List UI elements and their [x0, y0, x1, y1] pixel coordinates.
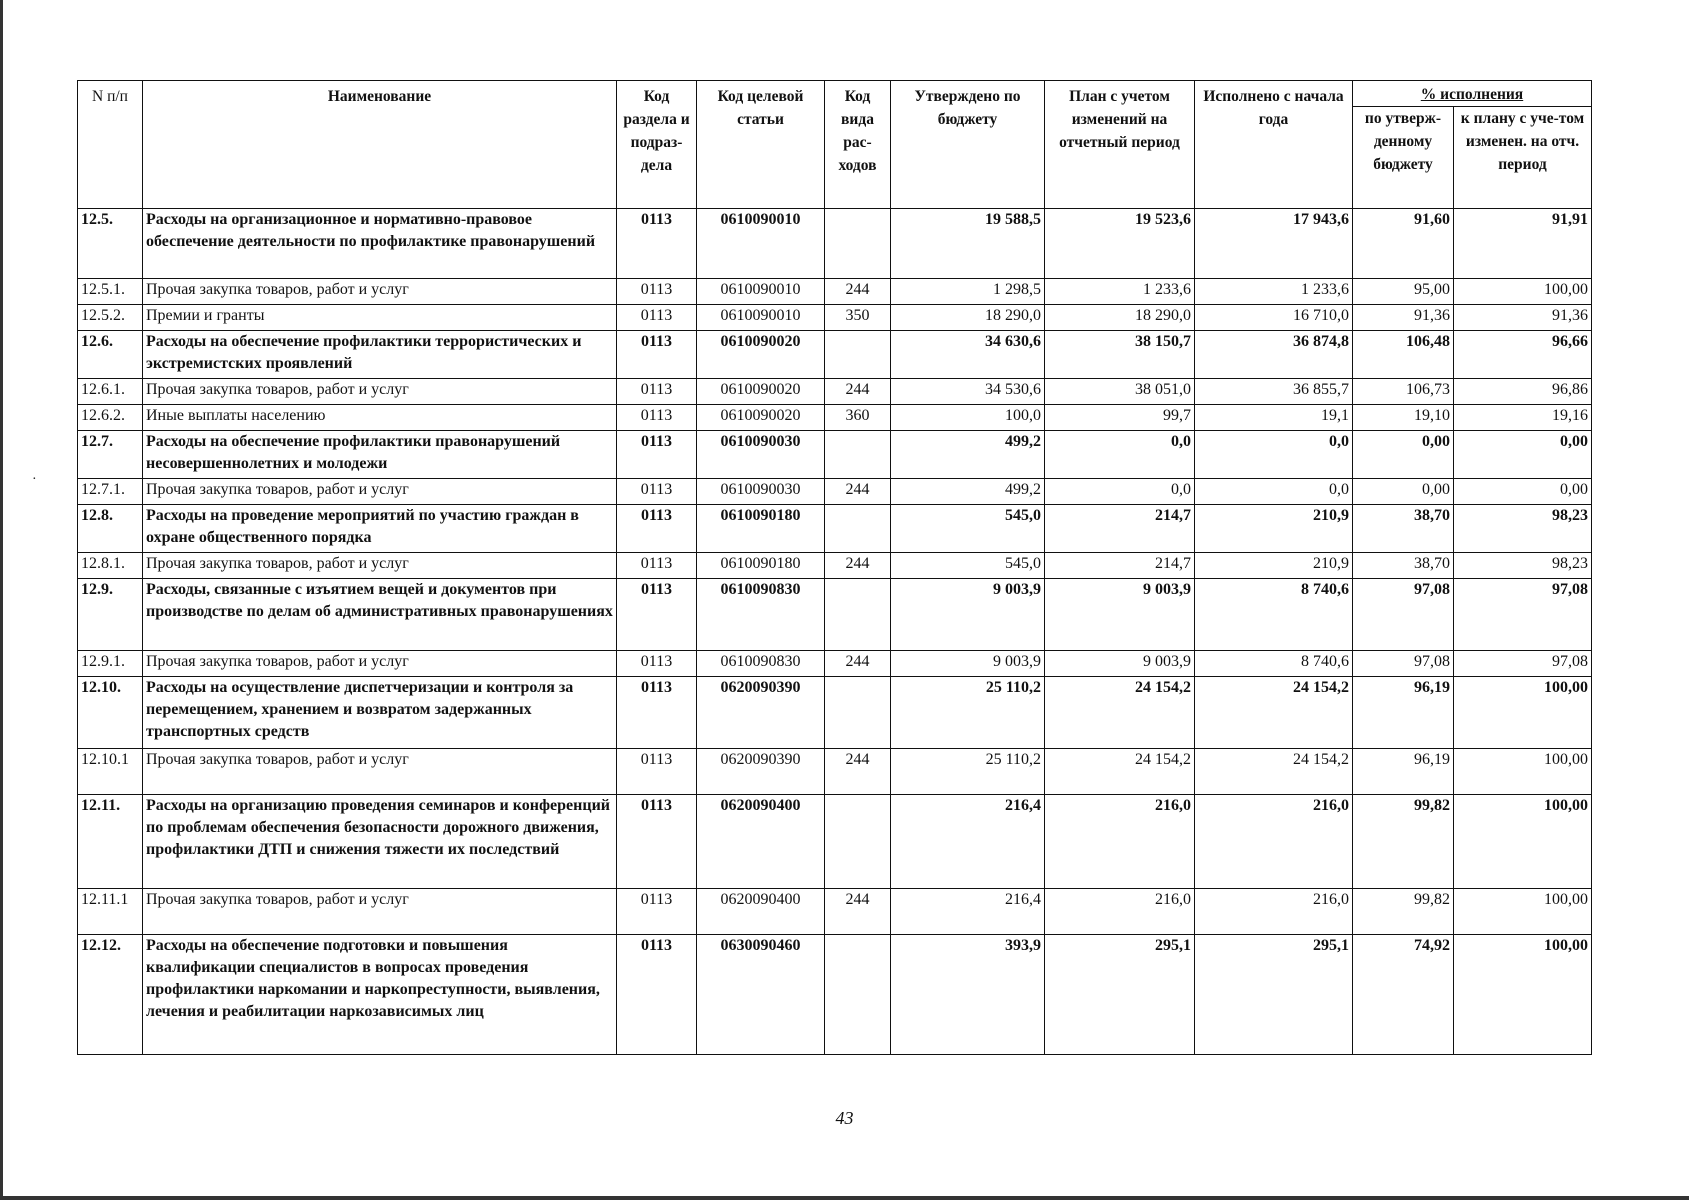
row-section-code: 0113: [617, 749, 697, 795]
row-section-code: 0113: [617, 405, 697, 431]
row-pct-plan: 0,00: [1454, 431, 1592, 479]
row-pct-plan: 100,00: [1454, 935, 1592, 1055]
row-pct-plan: 97,08: [1454, 651, 1592, 677]
row-section-code: 0113: [617, 579, 697, 651]
row-number: 12.9.1.: [78, 651, 143, 677]
row-executed: 0,0: [1195, 431, 1353, 479]
row-plan: 214,7: [1045, 553, 1195, 579]
row-number: 12.11.: [78, 795, 143, 889]
table-row: [78, 505, 1592, 553]
row-executed: 8 740,6: [1195, 651, 1353, 677]
row-pct-budget: 0,00: [1353, 479, 1454, 505]
row-target-code: 0610090010: [697, 279, 825, 305]
row-executed: 1 233,6: [1195, 279, 1353, 305]
row-number: 12.5.1.: [78, 279, 143, 305]
budget-execution-table: [77, 80, 1592, 1055]
row-pct-plan: 0,00: [1454, 479, 1592, 505]
table-body: [78, 209, 1592, 1055]
row-plan: 295,1: [1045, 935, 1195, 1055]
row-number: 12.9.: [78, 579, 143, 651]
row-name: Прочая закупка товаров, работ и услуг: [143, 889, 617, 935]
row-name: Расходы на организационное и нормативно-правовое обеспечение деятельности по профилактике правонарушений: [143, 209, 617, 279]
row-pct-budget: 91,60: [1353, 209, 1454, 279]
row-expense-type-code: 350: [825, 305, 891, 331]
row-executed: 36 855,7: [1195, 379, 1353, 405]
row-plan: 9 003,9: [1045, 651, 1195, 677]
row-plan: 0,0: [1045, 431, 1195, 479]
row-name: Расходы на обеспечение профилактики правонарушений несовершеннолетних и молодежи: [143, 431, 617, 479]
row-pct-budget: 38,70: [1353, 553, 1454, 579]
row-executed: 0,0: [1195, 479, 1353, 505]
row-plan: 38 051,0: [1045, 379, 1195, 405]
row-executed: 216,0: [1195, 795, 1353, 889]
row-executed: 24 154,2: [1195, 677, 1353, 749]
row-name: Расходы на обеспечение подготовки и повышения квалификации специалистов в вопросах проведения профилактики наркомании и наркопреступности, выявления, лечения и реабилитации наркозависимых лиц: [143, 935, 617, 1055]
row-pct-plan: 91,91: [1454, 209, 1592, 279]
row-number: 12.8.: [78, 505, 143, 553]
row-number: 12.6.: [78, 331, 143, 379]
row-executed: 8 740,6: [1195, 579, 1353, 651]
row-section-code: 0113: [617, 279, 697, 305]
row-number: 12.10.1: [78, 749, 143, 795]
row-target-code: 0610090020: [697, 331, 825, 379]
row-approved: 18 290,0: [891, 305, 1045, 331]
table-row: [78, 479, 1592, 505]
row-pct-plan: 96,66: [1454, 331, 1592, 379]
row-executed: 19,1: [1195, 405, 1353, 431]
row-section-code: 0113: [617, 431, 697, 479]
row-target-code: 0620090400: [697, 889, 825, 935]
table-row: [78, 331, 1592, 379]
row-pct-budget: 0,00: [1353, 431, 1454, 479]
row-plan: 24 154,2: [1045, 749, 1195, 795]
header-name: Наименование: [143, 81, 617, 209]
row-section-code: 0113: [617, 795, 697, 889]
row-name: Иные выплаты населению: [143, 405, 617, 431]
table-row: [78, 553, 1592, 579]
row-name: Прочая закупка товаров, работ и услуг: [143, 749, 617, 795]
row-plan: 19 523,6: [1045, 209, 1195, 279]
row-section-code: 0113: [617, 331, 697, 379]
scan-speck: ·: [32, 472, 37, 487]
row-plan: 99,7: [1045, 405, 1195, 431]
row-target-code: 0610090020: [697, 379, 825, 405]
row-expense-type-code: 244: [825, 279, 891, 305]
row-section-code: 0113: [617, 505, 697, 553]
row-pct-plan: 100,00: [1454, 677, 1592, 749]
row-name: Прочая закупка товаров, работ и услуг: [143, 651, 617, 677]
row-section-code: 0113: [617, 651, 697, 677]
scan-edge-bottom: [0, 1196, 1689, 1200]
row-approved: 499,2: [891, 479, 1045, 505]
row-name: Расходы, связанные с изъятием вещей и документов при производстве по делам об административных правонарушениях: [143, 579, 617, 651]
row-approved: 216,4: [891, 889, 1045, 935]
row-section-code: 0113: [617, 209, 697, 279]
row-executed: 295,1: [1195, 935, 1353, 1055]
row-pct-plan: 97,08: [1454, 579, 1592, 651]
table-row: [78, 795, 1592, 889]
row-approved: 34 630,6: [891, 331, 1045, 379]
row-executed: 210,9: [1195, 553, 1353, 579]
row-expense-type-code: [825, 795, 891, 889]
row-pct-budget: 106,73: [1353, 379, 1454, 405]
row-expense-type-code: [825, 935, 891, 1055]
row-expense-type-code: [825, 431, 891, 479]
row-pct-plan: 98,23: [1454, 553, 1592, 579]
row-pct-plan: 100,00: [1454, 889, 1592, 935]
row-pct-budget: 74,92: [1353, 935, 1454, 1055]
row-target-code: 0610090830: [697, 579, 825, 651]
row-plan: 216,0: [1045, 795, 1195, 889]
row-expense-type-code: 244: [825, 749, 891, 795]
row-expense-type-code: [825, 579, 891, 651]
row-expense-type-code: [825, 505, 891, 553]
row-plan: 9 003,9: [1045, 579, 1195, 651]
row-pct-plan: 98,23: [1454, 505, 1592, 553]
row-target-code: 0630090460: [697, 935, 825, 1055]
row-executed: 16 710,0: [1195, 305, 1353, 331]
row-pct-plan: 19,16: [1454, 405, 1592, 431]
row-executed: 17 943,6: [1195, 209, 1353, 279]
row-pct-plan: 91,36: [1454, 305, 1592, 331]
row-expense-type-code: 244: [825, 651, 891, 677]
row-target-code: 0620090390: [697, 677, 825, 749]
header-executed: Исполнено с начала года: [1195, 81, 1353, 209]
header-pct-plan: к плану с уче-том изменен. на отч. период: [1454, 107, 1592, 209]
row-approved: 9 003,9: [891, 579, 1045, 651]
row-section-code: 0113: [617, 935, 697, 1055]
row-pct-budget: 95,00: [1353, 279, 1454, 305]
row-section-code: 0113: [617, 677, 697, 749]
row-pct-budget: 106,48: [1353, 331, 1454, 379]
row-number: 12.5.: [78, 209, 143, 279]
row-number: 12.11.1: [78, 889, 143, 935]
row-name: Расходы на обеспечение профилактики террористических и экстремистских проявлений: [143, 331, 617, 379]
row-target-code: 0610090180: [697, 505, 825, 553]
row-approved: 545,0: [891, 553, 1045, 579]
row-section-code: 0113: [617, 889, 697, 935]
row-expense-type-code: 244: [825, 379, 891, 405]
row-pct-budget: 97,08: [1353, 579, 1454, 651]
row-number: 12.7.1.: [78, 479, 143, 505]
row-approved: 19 588,5: [891, 209, 1045, 279]
row-approved: 25 110,2: [891, 749, 1045, 795]
row-target-code: 0610090010: [697, 305, 825, 331]
table-row: [78, 379, 1592, 405]
row-target-code: 0610090030: [697, 431, 825, 479]
table-row: [78, 305, 1592, 331]
header-expense-type-code: Код вида рас-ходов: [825, 81, 891, 209]
header-pct-budget: по утверж-денному бюджету: [1353, 107, 1454, 209]
row-expense-type-code: 244: [825, 553, 891, 579]
row-pct-plan: 100,00: [1454, 749, 1592, 795]
row-name: Расходы на осуществление диспетчеризации и контроля за перемещением, хранением и возвратом задержанных транспортных средств: [143, 677, 617, 749]
row-expense-type-code: 244: [825, 479, 891, 505]
row-pct-plan: 96,86: [1454, 379, 1592, 405]
budget-table-container: [77, 80, 1592, 1055]
row-number: 12.6.1.: [78, 379, 143, 405]
row-executed: 24 154,2: [1195, 749, 1353, 795]
table-row: [78, 935, 1592, 1055]
row-approved: 499,2: [891, 431, 1045, 479]
header-target-code: Код целевой статьи: [697, 81, 825, 209]
row-pct-budget: 99,82: [1353, 889, 1454, 935]
row-target-code: 0610090180: [697, 553, 825, 579]
row-approved: 1 298,5: [891, 279, 1045, 305]
row-name: Расходы на организацию проведения семинаров и конференций по проблемам обеспечения безопасности дорожного движения, профилактики ДТП и снижения тяжести их последствий: [143, 795, 617, 889]
row-section-code: 0113: [617, 305, 697, 331]
row-expense-type-code: [825, 677, 891, 749]
table-row: [78, 677, 1592, 749]
row-pct-budget: 91,36: [1353, 305, 1454, 331]
row-plan: 24 154,2: [1045, 677, 1195, 749]
row-executed: 216,0: [1195, 889, 1353, 935]
table-row: [78, 749, 1592, 795]
row-target-code: 0620090400: [697, 795, 825, 889]
row-section-code: 0113: [617, 379, 697, 405]
table-row: [78, 279, 1592, 305]
row-expense-type-code: 244: [825, 889, 891, 935]
row-executed: 36 874,8: [1195, 331, 1353, 379]
header-plan: План с учетом изменений на отчетный период: [1045, 81, 1195, 209]
table-row: [78, 889, 1592, 935]
row-number: 12.12.: [78, 935, 143, 1055]
row-number: 12.8.1.: [78, 553, 143, 579]
row-number: 12.6.2.: [78, 405, 143, 431]
row-plan: 216,0: [1045, 889, 1195, 935]
row-approved: 25 110,2: [891, 677, 1045, 749]
row-expense-type-code: [825, 331, 891, 379]
row-target-code: 0610090010: [697, 209, 825, 279]
row-target-code: 0610090030: [697, 479, 825, 505]
row-number: 12.5.2.: [78, 305, 143, 331]
row-pct-plan: 100,00: [1454, 279, 1592, 305]
row-expense-type-code: 360: [825, 405, 891, 431]
row-name: Премии и гранты: [143, 305, 617, 331]
row-plan: 1 233,6: [1045, 279, 1195, 305]
row-pct-budget: 19,10: [1353, 405, 1454, 431]
row-number: 12.10.: [78, 677, 143, 749]
header-approved: Утверждено по бюджету: [891, 81, 1045, 209]
row-name: Прочая закупка товаров, работ и услуг: [143, 479, 617, 505]
row-section-code: 0113: [617, 553, 697, 579]
table-row: [78, 209, 1592, 279]
row-target-code: 0610090830: [697, 651, 825, 677]
row-approved: 393,9: [891, 935, 1045, 1055]
header-pct-label: % исполнения: [1420, 86, 1524, 103]
row-number: 12.7.: [78, 431, 143, 479]
row-approved: 545,0: [891, 505, 1045, 553]
row-expense-type-code: [825, 209, 891, 279]
header-num: N п/п: [78, 81, 143, 209]
row-name: Прочая закупка товаров, работ и услуг: [143, 279, 617, 305]
header-section-code: Код раздела и подраз-дела: [617, 81, 697, 209]
table-row: [78, 579, 1592, 651]
row-pct-budget: 38,70: [1353, 505, 1454, 553]
row-name: Прочая закупка товаров, работ и услуг: [143, 553, 617, 579]
table-row: [78, 431, 1592, 479]
row-approved: 100,0: [891, 405, 1045, 431]
row-name: Расходы на проведение мероприятий по участию граждан в охране общественного порядка: [143, 505, 617, 553]
row-pct-budget: 96,19: [1353, 749, 1454, 795]
row-plan: 38 150,7: [1045, 331, 1195, 379]
row-pct-budget: 99,82: [1353, 795, 1454, 889]
header-pct: [1353, 81, 1592, 107]
row-plan: 214,7: [1045, 505, 1195, 553]
row-target-code: 0610090020: [697, 405, 825, 431]
row-section-code: 0113: [617, 479, 697, 505]
row-plan: 0,0: [1045, 479, 1195, 505]
row-pct-budget: 97,08: [1353, 651, 1454, 677]
scan-edge-left: [0, 0, 3, 1200]
row-pct-plan: 100,00: [1454, 795, 1592, 889]
row-pct-budget: 96,19: [1353, 677, 1454, 749]
row-approved: 216,4: [891, 795, 1045, 889]
row-target-code: 0620090390: [697, 749, 825, 795]
row-plan: 18 290,0: [1045, 305, 1195, 331]
row-approved: 9 003,9: [891, 651, 1045, 677]
row-approved: 34 530,6: [891, 379, 1045, 405]
row-executed: 210,9: [1195, 505, 1353, 553]
table-row: [78, 651, 1592, 677]
table-row: [78, 405, 1592, 431]
row-name: Прочая закупка товаров, работ и услуг: [143, 379, 617, 405]
page-number: 43: [835, 1108, 854, 1128]
